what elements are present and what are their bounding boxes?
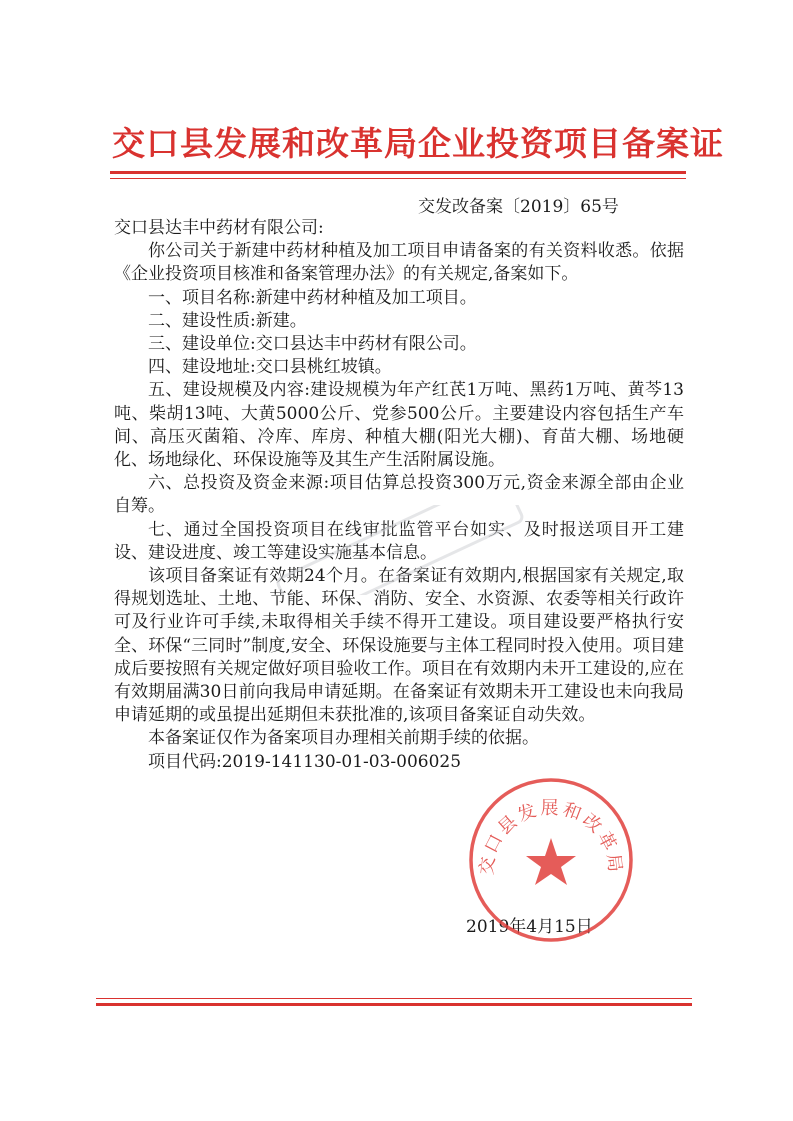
item-scale-content: 五、建设规模及内容:建设规模为年产红芪1万吨、黑药1万吨、黄芩13吨、柴胡13吨、大黄5000公斤、党参500公斤。主要建设内容包括生产车间、高压灭菌箱、冷库、库房、种植大棚(阳光大棚)、育苗大棚、场地硬化、场地绿化、环保设施等及其生产生活附属设施。	[114, 380, 684, 471]
document-number: 交发改备案〔2019〕65号	[418, 197, 619, 217]
seal-star-icon	[526, 838, 576, 885]
recipient: 交口县达丰中药材有限公司:	[114, 218, 324, 238]
document-title: 交口县发展和改革局企业投资项目备案证	[112, 124, 724, 163]
validity-paragraph: 该项目备案证有效期24个月。在备案证有效期内,根据国家有关规定,取得规划选址、土地、节能、环保、消防、安全、水资源、农委等相关行政许可及行业许可手续,未取得相关手续不得开工建设。项目建设要严格执行安全、环保“三同时”制度,安全、环保设施要与主体工程同时投入使用。项目建成后要按照有关规定做好项目验收工作。项目在有效期内未开工建设的,应在有效期届满30日前向我局申请延期。在备案证有效期未开工建设也未向我局申请延期的或虽提出延期但未获批准的,该项目备案证自动失效。	[114, 566, 684, 726]
title-rule-thick	[110, 171, 686, 174]
item-project-name: 一、项目名称:新建中药材种植及加工项目。	[148, 287, 477, 308]
project-code: 项目代码:2019-141130-01-03-006025	[148, 751, 462, 772]
letter-body	[114, 217, 684, 774]
item-construction-nature: 二、建设性质:新建。	[148, 310, 307, 331]
note-paragraph: 本备案证仅作为备案项目办理相关前期手续的依据。	[148, 728, 539, 749]
issue-date: 2019年4月15日	[466, 917, 593, 937]
item-construction-address: 四、建设地址:交口县桃红坡镇。	[148, 357, 392, 378]
item-construction-unit: 三、建设单位:交口县达丰中药材有限公司。	[148, 334, 477, 355]
title-rule-thin	[110, 178, 686, 179]
footer-rule-bottom	[96, 1003, 692, 1006]
item-investment: 六、总投资及资金来源:项目估算总投资300万元,资金来源全部由企业自筹。	[114, 473, 684, 517]
svg-text:交口县发展和改革局	[476, 798, 625, 876]
intro-paragraph: 你公司关于新建中药材种植及加工项目申请备案的有关资料收悉。依据《企业投资项目核准和备案管理办法》的有关规定,备案如下。	[114, 241, 684, 285]
item-reporting: 七、通过全国投资项目在线审批监管平台如实、及时报送项目开工建设、建设进度、竣工等建设实施基本信息。	[114, 519, 684, 563]
footer-rule-top	[96, 998, 692, 999]
seal-text: 交口县发展和改革局	[476, 798, 626, 877]
